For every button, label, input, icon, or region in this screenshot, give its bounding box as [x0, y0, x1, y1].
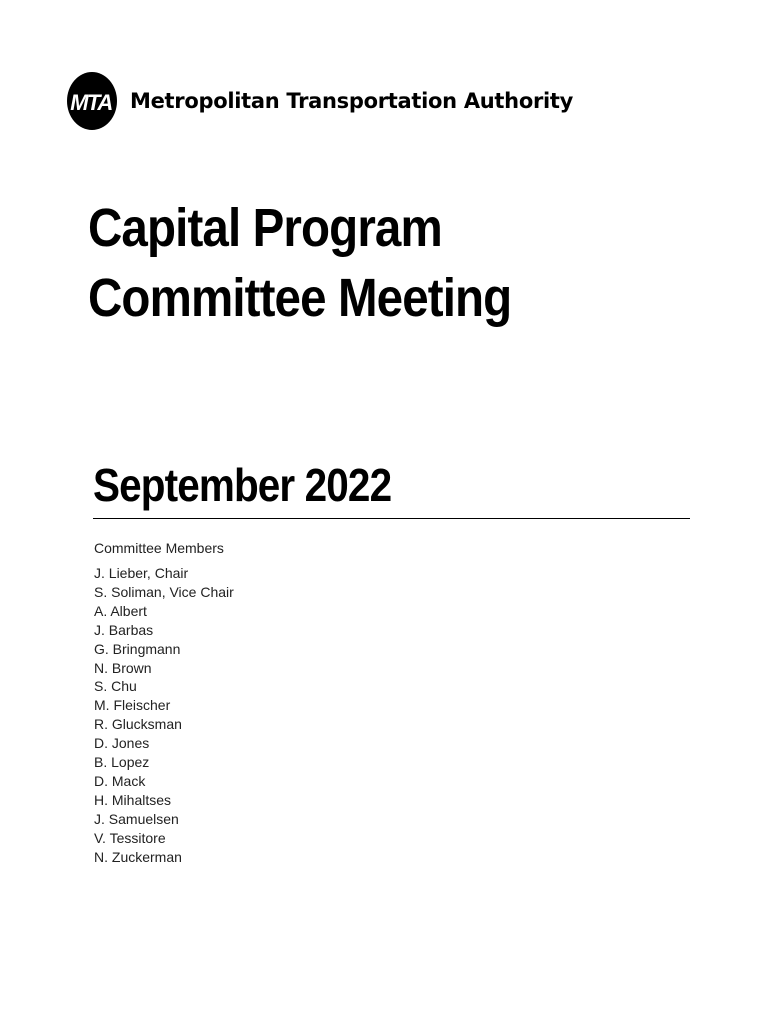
member-item: J. Samuelsen	[94, 810, 179, 827]
member-item: D. Mack	[94, 772, 146, 789]
member-item: R. Glucksman	[94, 716, 182, 733]
organization-name: Metropolitan Transportation Authority	[130, 89, 574, 113]
members-list	[94, 564, 234, 867]
members-heading: Committee Members	[94, 540, 224, 556]
member-item: D. Jones	[94, 735, 150, 752]
member-item: J. Barbas	[94, 621, 154, 638]
member-item: V. Tessitore	[94, 829, 166, 846]
member-item: S. Soliman, Vice Chair	[94, 583, 234, 600]
member-item: N. Zuckerman	[94, 848, 182, 865]
member-item: G. Bringmann	[94, 640, 181, 657]
meeting-date: September 2022	[93, 459, 392, 511]
divider	[93, 518, 690, 519]
member-item: J. Lieber, Chair	[94, 565, 189, 581]
member-item: B. Lopez	[94, 754, 150, 771]
page-title	[88, 193, 511, 333]
member-item: M. Fleischer	[94, 697, 171, 714]
svg-text:MTA: MTA	[70, 90, 112, 115]
title-line-1: Capital Program	[88, 198, 442, 258]
member-item: H. Mihaltses	[94, 791, 172, 808]
member-item: S. Chu	[94, 678, 137, 695]
mta-logo-icon	[66, 71, 118, 131]
title-line-2: Committee Meeting	[88, 268, 512, 328]
member-item: N. Brown	[94, 659, 152, 676]
member-item: A. Albert	[94, 602, 147, 619]
header-logo	[66, 70, 573, 132]
